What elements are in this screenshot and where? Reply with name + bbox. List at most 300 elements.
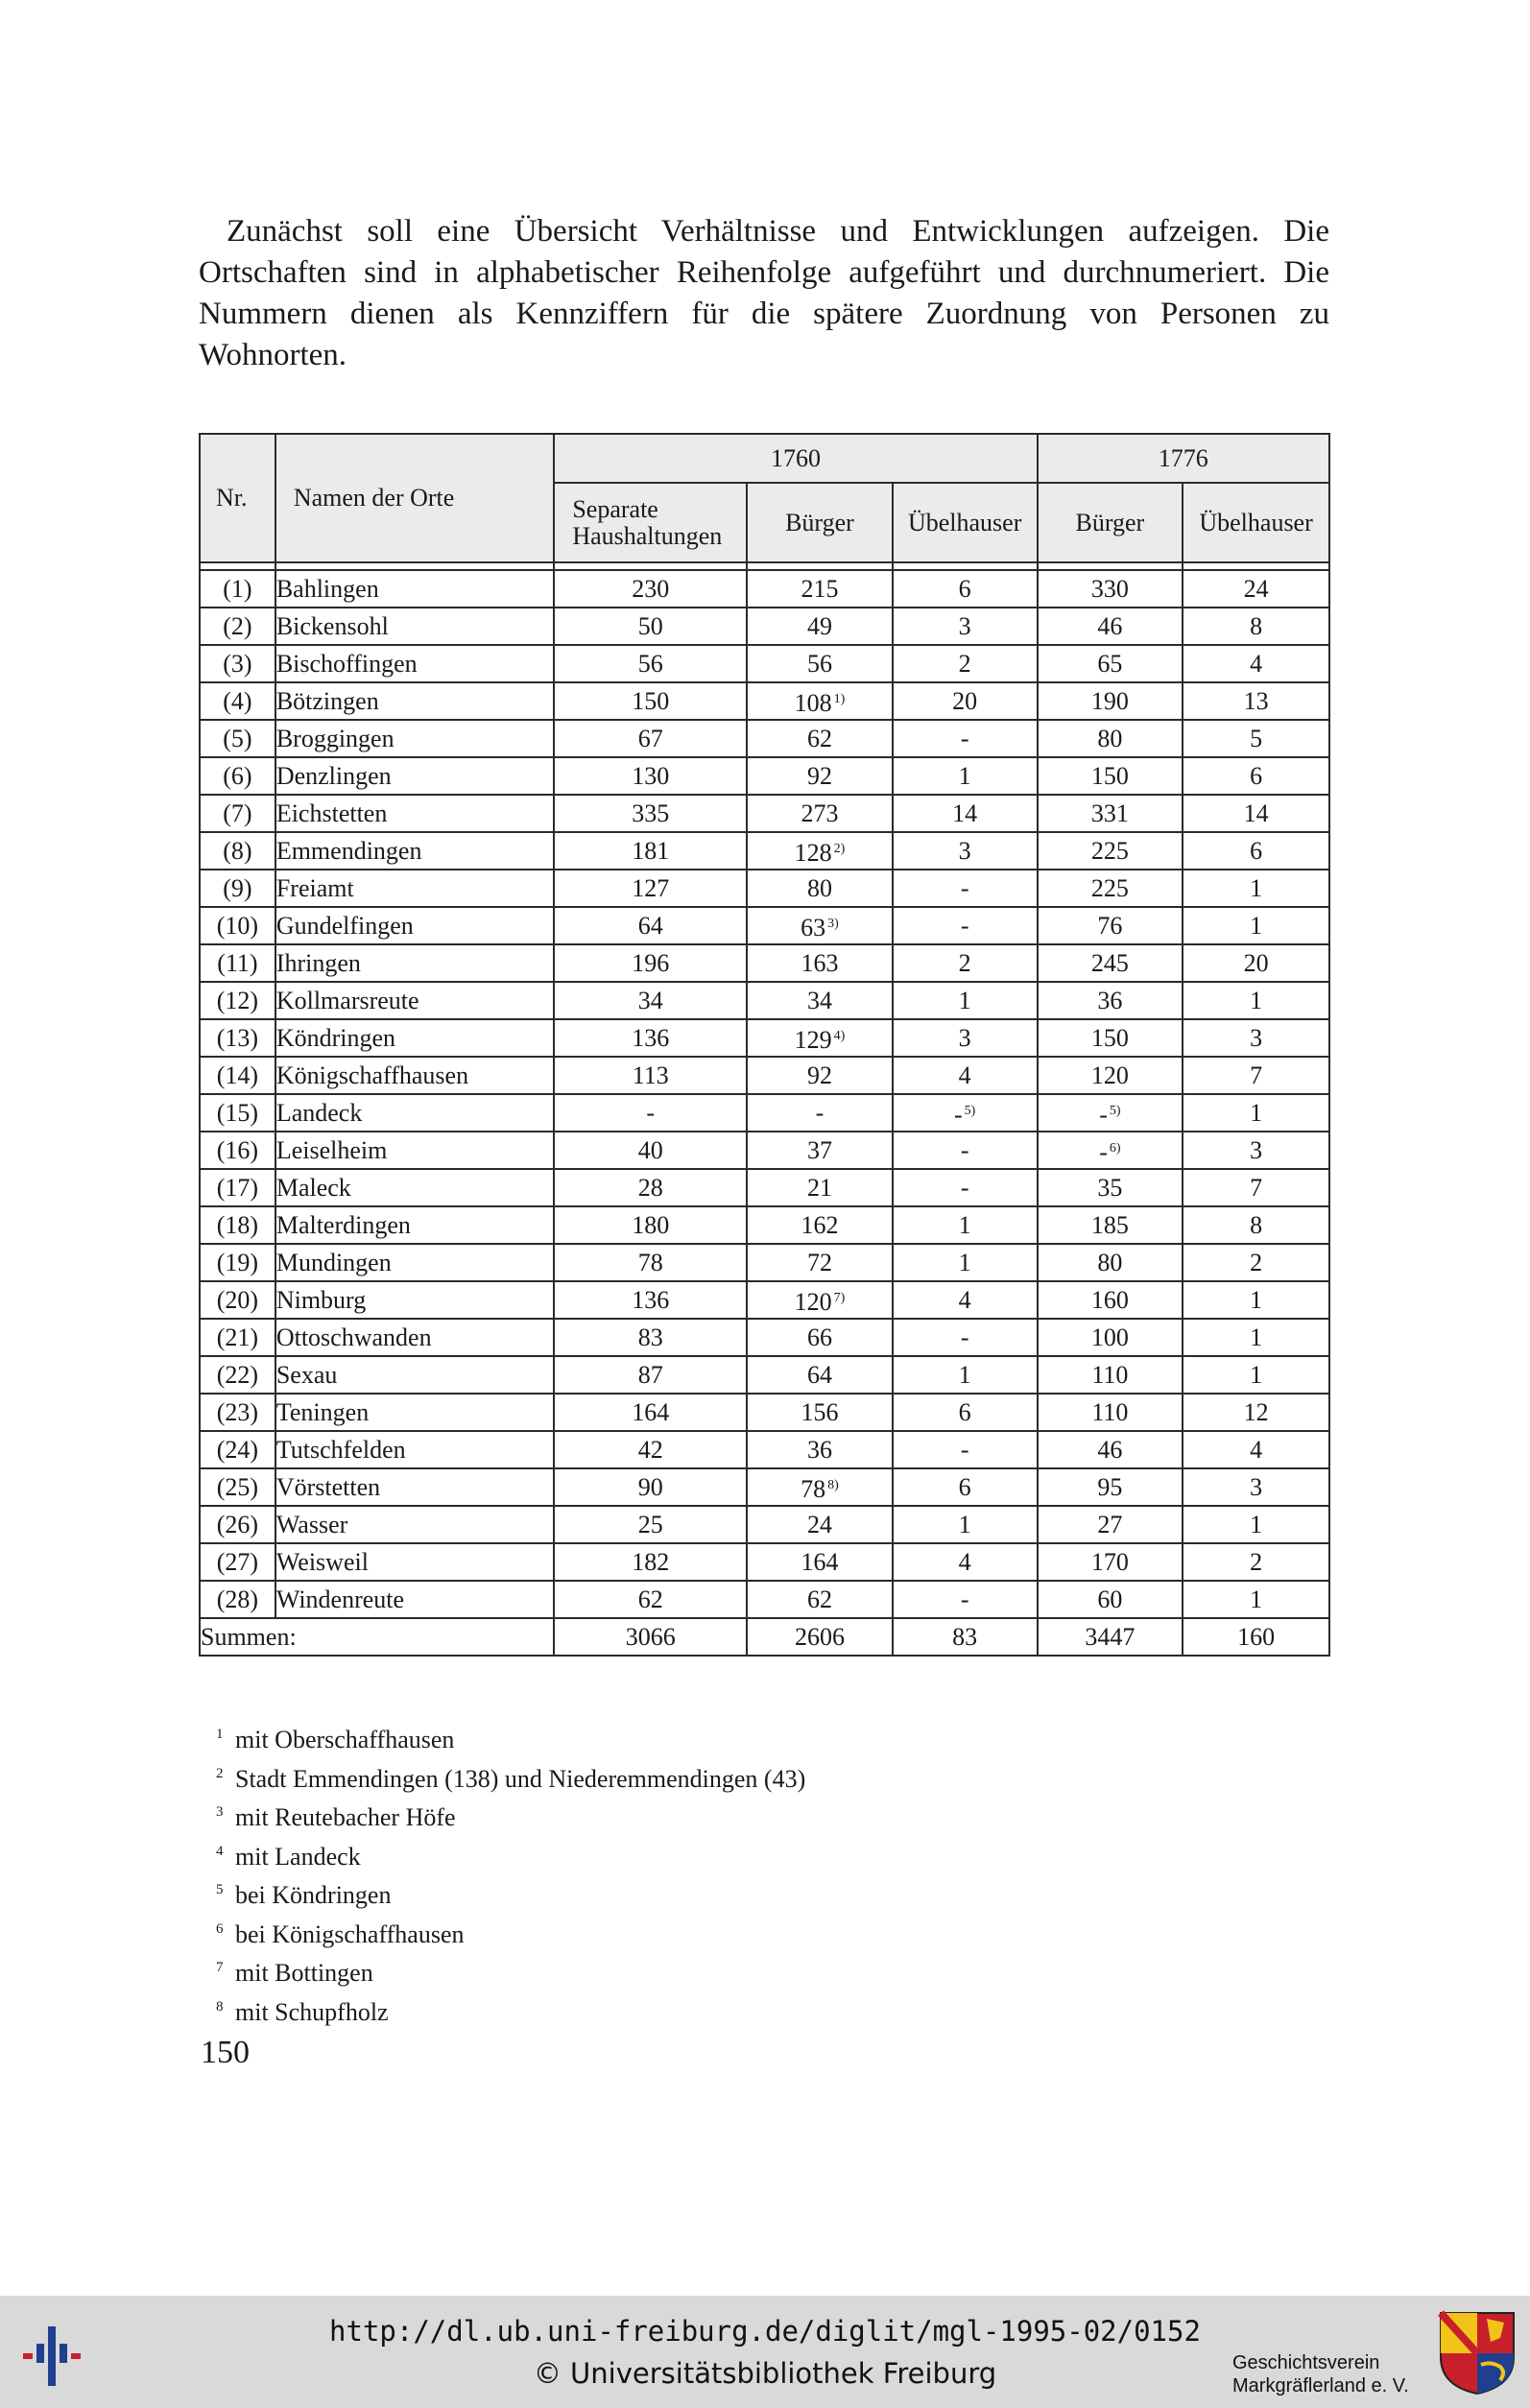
uebelhauser-1776-value-text: 1 <box>1250 1285 1263 1314</box>
coat-of-arms-icon <box>1437 2309 1518 2400</box>
buerger-1776-value-text: 60 <box>1097 1585 1123 1613</box>
buerger-1776-value-text: 80 <box>1097 1248 1123 1276</box>
separate-households-value <box>554 645 747 682</box>
footnote-number: 8 <box>216 1998 224 2015</box>
buerger-1776-value <box>1038 832 1183 870</box>
uebelhauser-1760-value-text: 6 <box>958 1472 971 1501</box>
place-name-text: Königschaffhausen <box>275 1061 469 1089</box>
table-row <box>200 682 1329 720</box>
uebelhauser-1760-value-text: 1 <box>958 1510 971 1538</box>
footnote-item <box>216 1718 805 1757</box>
uebelhauser-1760-value <box>893 907 1038 944</box>
uebelhauser-1760-value-text: - <box>960 1135 969 1164</box>
header-buerger-1760: Bürger <box>747 483 893 562</box>
place-name <box>275 1506 555 1543</box>
buerger-1760-value-text: 156 <box>801 1397 839 1426</box>
separate-households-value <box>554 870 747 907</box>
uebelhauser-1776-value-text: 3 <box>1250 1472 1263 1501</box>
source-url-link[interactable]: http://dl.ub.uni-freiburg.de/diglit/mgl-1995-02/0152 <box>329 2315 1201 2348</box>
footnote-item <box>216 1913 805 1952</box>
buerger-1760-value-text: 62 <box>806 1585 832 1613</box>
buerger-1760-value-text: 273 <box>801 799 839 827</box>
society-line-2: Markgräflerland e. V. <box>1232 2375 1409 2396</box>
buerger-1760-value <box>747 757 893 795</box>
buerger-1776-value-text: 190 <box>1090 686 1129 715</box>
separate-households-value <box>554 1057 747 1094</box>
place-name-text: Malterdingen <box>275 1210 411 1239</box>
footnote-marker: 5) <box>1109 1103 1121 1118</box>
uebelhauser-1776-value <box>1183 720 1329 757</box>
place-name <box>275 1581 555 1618</box>
table-row <box>200 1543 1329 1581</box>
separate-households-value <box>554 720 747 757</box>
row-number-text: (25) <box>216 1472 259 1501</box>
table-row <box>200 870 1329 907</box>
buerger-1760-value <box>747 1356 893 1394</box>
separate-households-value <box>554 570 747 608</box>
table-row <box>200 1281 1329 1319</box>
table-gap-row <box>200 562 1329 570</box>
row-number-text: (23) <box>216 1397 259 1426</box>
separate-households-value <box>554 1468 747 1506</box>
separate-households-value-text: 150 <box>632 686 670 715</box>
row-number-text: (7) <box>223 799 252 827</box>
uebelhauser-1776-value-text: 4 <box>1250 649 1263 678</box>
footnote-marker: 5) <box>964 1103 976 1118</box>
buerger-1760-value-text: 162 <box>801 1210 839 1239</box>
buerger-1776-value <box>1038 1281 1183 1319</box>
buerger-1760-value <box>747 907 893 944</box>
buerger-1760-value-text: 72 <box>806 1248 832 1276</box>
society-name <box>1232 2351 1409 2397</box>
buerger-1760-value <box>747 944 893 982</box>
uebelhauser-1760-value-text: 4 <box>958 1547 971 1576</box>
place-name <box>275 907 555 944</box>
uebelhauser-1776-value <box>1183 795 1329 832</box>
separate-households-value-text: 42 <box>637 1435 663 1464</box>
place-name <box>275 1543 555 1581</box>
place-name <box>275 682 555 720</box>
uebelhauser-1776-value-text: 20 <box>1243 948 1269 977</box>
uebelhauser-1760-value <box>893 682 1038 720</box>
uebelhauser-1776-value-text: 12 <box>1243 1397 1269 1426</box>
uebelhauser-1760-value-text: - <box>960 911 969 940</box>
separate-households-value-text: 40 <box>637 1135 663 1164</box>
uebelhauser-1760-value <box>893 982 1038 1019</box>
header-separate-households: Separate Haushaltungen <box>554 483 747 562</box>
header-uebelhauser-1760: Übelhauser <box>893 483 1038 562</box>
buerger-1760-value-text: 92 <box>806 1061 832 1089</box>
buerger-1776-value-text: 110 <box>1091 1360 1129 1389</box>
table-row <box>200 832 1329 870</box>
uebelhauser-1760-value <box>893 944 1038 982</box>
uebelhauser-1776-value-text: 4 <box>1250 1435 1263 1464</box>
row-number <box>200 1356 275 1394</box>
place-name-text: Denzlingen <box>275 761 392 790</box>
buerger-1776-value-text: 110 <box>1091 1397 1129 1426</box>
separate-households-value-text: 87 <box>637 1360 663 1389</box>
header-year-1760: 1760 <box>554 434 1037 483</box>
buerger-1776-value-text: 185 <box>1090 1210 1129 1239</box>
buerger-1776-value-text: 76 <box>1097 911 1123 940</box>
buerger-1760-value-text: 34 <box>806 986 832 1014</box>
uebelhauser-1760-value-text: - <box>960 724 969 752</box>
uebelhauser-1760-value <box>893 1468 1038 1506</box>
row-number-text: (22) <box>216 1360 259 1389</box>
buerger-1760-value <box>747 645 893 682</box>
buerger-1776-value <box>1038 944 1183 982</box>
place-name <box>275 870 555 907</box>
row-number <box>200 1169 275 1206</box>
buerger-1760-value <box>747 720 893 757</box>
uebelhauser-1760-value <box>893 1506 1038 1543</box>
table-row <box>200 645 1329 682</box>
row-number <box>200 1506 275 1543</box>
footnote-marker: 1) <box>833 691 846 706</box>
separate-households-value <box>554 1281 747 1319</box>
buerger-1776-value <box>1038 1169 1183 1206</box>
buerger-1776-value <box>1038 1431 1183 1468</box>
footnote-text: mit Oberschaffhausen <box>235 1726 455 1753</box>
place-name-text: Gundelfingen <box>275 911 414 940</box>
uebelhauser-1776-value <box>1183 1094 1329 1132</box>
buerger-1760-value <box>747 570 893 608</box>
buerger-1760-value <box>747 1132 893 1169</box>
buerger-1776-value-text: 225 <box>1090 836 1129 865</box>
buerger-1760-value-text: 128 <box>794 838 832 867</box>
table-row <box>200 720 1329 757</box>
separate-households-value-text: 90 <box>637 1472 663 1501</box>
buerger-1760-value-text: 215 <box>801 574 839 603</box>
footnote-marker: 6) <box>1109 1140 1121 1156</box>
buerger-1760-value-text: 92 <box>806 761 832 790</box>
uebelhauser-1776-value <box>1183 1356 1329 1394</box>
header-place-names: Namen der Orte <box>275 434 555 562</box>
place-name <box>275 570 555 608</box>
row-number <box>200 1394 275 1431</box>
separate-households-value <box>554 1543 747 1581</box>
buerger-1776-value <box>1038 1581 1183 1618</box>
separate-households-value <box>554 1506 747 1543</box>
uebelhauser-1776-value-text: 13 <box>1243 686 1269 715</box>
row-number-text: (18) <box>216 1210 259 1239</box>
separate-households-value <box>554 1431 747 1468</box>
table-row <box>200 1356 1329 1394</box>
table-row <box>200 1019 1329 1057</box>
footnote-text: mit Bottingen <box>235 1959 373 1987</box>
uebelhauser-1760-value <box>893 1356 1038 1394</box>
footnote-item <box>216 1951 805 1991</box>
uebelhauser-1760-value-text: 14 <box>952 799 978 827</box>
separate-households-value-text: - <box>646 1098 656 1127</box>
table-row <box>200 570 1329 608</box>
place-name <box>275 1169 555 1206</box>
place-name-text: Bahlingen <box>275 574 379 603</box>
uebelhauser-1776-value <box>1183 645 1329 682</box>
row-number <box>200 1019 275 1057</box>
separate-households-value <box>554 1094 747 1132</box>
place-name-text: Bischoffingen <box>275 649 418 678</box>
uebelhauser-1776-value-text: 8 <box>1250 611 1263 640</box>
buerger-1760-value-text: 108 <box>794 688 832 717</box>
buerger-1776-value <box>1038 1356 1183 1394</box>
separate-households-value <box>554 795 747 832</box>
separate-households-value-text: 67 <box>637 724 663 752</box>
place-name-text: Ottoschwanden <box>275 1323 432 1351</box>
buerger-1760-value <box>747 1057 893 1094</box>
footnote-marker: 3) <box>827 916 839 931</box>
table-row <box>200 944 1329 982</box>
row-number <box>200 608 275 645</box>
uebelhauser-1760-value-text: 1 <box>958 1210 971 1239</box>
footnote-marker: 2) <box>833 841 846 856</box>
uebelhauser-1760-value <box>893 795 1038 832</box>
buerger-1760-value <box>747 1506 893 1543</box>
buerger-1776-value <box>1038 1468 1183 1506</box>
uebelhauser-1776-value-text: 24 <box>1243 574 1269 603</box>
uebelhauser-1760-value <box>893 757 1038 795</box>
uebelhauser-1776-value <box>1183 944 1329 982</box>
row-number <box>200 1431 275 1468</box>
row-number-text: (13) <box>216 1023 259 1052</box>
buerger-1776-value-text: 80 <box>1097 724 1123 752</box>
table-row <box>200 1468 1329 1506</box>
buerger-1776-value-text: 160 <box>1090 1285 1129 1314</box>
separate-households-value <box>554 1319 747 1356</box>
uebelhauser-1760-value-text: 1 <box>958 986 971 1014</box>
uebelhauser-1776-value-text: 1 <box>1250 911 1263 940</box>
separate-households-value-text: 56 <box>637 649 663 678</box>
buerger-1760-value <box>747 1581 893 1618</box>
uebelhauser-1760-value <box>893 1019 1038 1057</box>
footnote-text: Stadt Emmendingen (138) und Niederemmendingen (43) <box>235 1764 806 1793</box>
separate-households-value-text: 127 <box>632 873 670 902</box>
uebelhauser-1776-value <box>1183 1206 1329 1244</box>
place-name-text: Köndringen <box>275 1023 396 1052</box>
buerger-1776-value-text: 100 <box>1090 1323 1129 1351</box>
place-name-text: Nimburg <box>275 1285 367 1314</box>
buerger-1760-value-text: 49 <box>806 611 832 640</box>
place-name-text: Windenreute <box>275 1585 405 1613</box>
buerger-1760-value-text: 64 <box>806 1360 832 1389</box>
buerger-1776-value <box>1038 1057 1183 1094</box>
row-number <box>200 982 275 1019</box>
uebelhauser-1760-value-text: 2 <box>958 649 971 678</box>
uebelhauser-1760-value <box>893 1319 1038 1356</box>
buerger-1760-value-text: 164 <box>801 1547 839 1576</box>
row-number <box>200 645 275 682</box>
uebelhauser-1760-value-text: - <box>960 1585 969 1613</box>
buerger-1760-value <box>747 795 893 832</box>
table-header <box>200 434 1329 562</box>
uebelhauser-1760-value <box>893 1543 1038 1581</box>
buerger-1760-value-text: 129 <box>794 1025 832 1054</box>
place-name <box>275 1057 555 1094</box>
uebelhauser-1776-value <box>1183 608 1329 645</box>
buerger-1776-value-text: 95 <box>1097 1472 1123 1501</box>
place-name-text: Broggingen <box>275 724 394 752</box>
buerger-1776-value <box>1038 757 1183 795</box>
row-number <box>200 1057 275 1094</box>
separate-households-value-text: 196 <box>632 948 670 977</box>
footnotes <box>216 1718 805 2029</box>
row-number <box>200 1244 275 1281</box>
separate-households-value <box>554 608 747 645</box>
footnote-number: 7 <box>216 1960 224 1975</box>
buerger-1776-value-text: - <box>1099 1137 1108 1166</box>
row-number-text: (14) <box>216 1061 259 1089</box>
row-number <box>200 832 275 870</box>
uebelhauser-1760-value <box>893 720 1038 757</box>
buerger-1760-value-text: 56 <box>806 649 832 678</box>
row-number-text: (16) <box>216 1135 259 1164</box>
uebelhauser-1760-value-text: 4 <box>958 1285 971 1314</box>
buerger-1776-value <box>1038 570 1183 608</box>
row-number-text: (28) <box>216 1585 259 1613</box>
separate-households-value-text: 182 <box>632 1547 670 1576</box>
uebelhauser-1776-value <box>1183 570 1329 608</box>
row-number <box>200 795 275 832</box>
footnote-marker: 8) <box>827 1477 839 1492</box>
place-name <box>275 1281 555 1319</box>
table-row <box>200 1319 1329 1356</box>
uebelhauser-1760-value <box>893 1057 1038 1094</box>
buerger-1760-value-text: - <box>815 1098 825 1127</box>
buerger-1760-value-text: 66 <box>806 1323 832 1351</box>
place-name-text: Eichstetten <box>275 799 388 827</box>
place-name-text: Wasser <box>275 1510 348 1538</box>
uebelhauser-1776-value-text: 1 <box>1250 1360 1263 1389</box>
uebelhauser-1760-value <box>893 645 1038 682</box>
uebelhauser-1776-value-text: 1 <box>1250 986 1263 1014</box>
uebelhauser-1760-value-text: 3 <box>958 836 971 865</box>
uebelhauser-1776-value <box>1183 907 1329 944</box>
buerger-1760-value <box>747 1281 893 1319</box>
table-row <box>200 982 1329 1019</box>
header-nr: Nr. <box>200 434 275 562</box>
row-number-text: (10) <box>216 911 259 940</box>
uebelhauser-1760-value <box>893 1581 1038 1618</box>
separate-households-value-text: 136 <box>632 1023 670 1052</box>
buerger-1760-value <box>747 1468 893 1506</box>
uebelhauser-1776-value-text: 5 <box>1250 724 1263 752</box>
separate-households-value-text: 164 <box>632 1397 670 1426</box>
separate-households-value-text: 78 <box>637 1248 663 1276</box>
buerger-1776-value <box>1038 1394 1183 1431</box>
row-number-text: (19) <box>216 1248 259 1276</box>
uebelhauser-1760-value-text: 20 <box>952 686 978 715</box>
separate-households-value-text: 28 <box>637 1173 663 1202</box>
buerger-1760-value-text: 37 <box>806 1135 832 1164</box>
buerger-1760-value <box>747 1394 893 1431</box>
buerger-1776-value <box>1038 1206 1183 1244</box>
place-name-text: Teningen <box>275 1397 370 1426</box>
uebelhauser-1776-value <box>1183 1543 1329 1581</box>
buerger-1760-value <box>747 682 893 720</box>
uebelhauser-1760-value <box>893 1431 1038 1468</box>
buerger-1776-value-text: 36 <box>1097 986 1123 1014</box>
separate-households-value-text: 34 <box>637 986 663 1014</box>
separate-households-value <box>554 1581 747 1618</box>
place-name-text: Ihringen <box>275 948 361 977</box>
place-name <box>275 608 555 645</box>
buerger-1776-value-text: 27 <box>1097 1510 1123 1538</box>
footnote-item <box>216 1991 805 2030</box>
row-number-text: (12) <box>216 986 259 1014</box>
buerger-1776-value-text: 150 <box>1090 1023 1129 1052</box>
table-row <box>200 1506 1329 1543</box>
footnote-marker: 4) <box>833 1028 846 1043</box>
separate-households-value-text: 180 <box>632 1210 670 1239</box>
buerger-1760-value <box>747 1019 893 1057</box>
footnote-marker: 7) <box>833 1290 846 1305</box>
row-number <box>200 1094 275 1132</box>
uebelhauser-1760-value <box>893 1132 1038 1169</box>
row-number-text: (2) <box>223 611 252 640</box>
total-buerger-1760: 2606 <box>747 1618 893 1656</box>
buerger-1776-value <box>1038 720 1183 757</box>
separate-households-value-text: 64 <box>637 911 663 940</box>
separate-households-value <box>554 832 747 870</box>
separate-households-value <box>554 1132 747 1169</box>
buerger-1776-value-text: 330 <box>1090 574 1129 603</box>
uebelhauser-1776-value-text: 2 <box>1250 1547 1263 1576</box>
uebelhauser-1760-value-text: 3 <box>958 1023 971 1052</box>
uebelhauser-1776-value <box>1183 1468 1329 1506</box>
buerger-1760-value-text: 24 <box>806 1510 832 1538</box>
uebelhauser-1776-value <box>1183 832 1329 870</box>
row-number <box>200 720 275 757</box>
place-name-text: Freiamt <box>275 873 354 902</box>
separate-households-value-text: 130 <box>632 761 670 790</box>
uebelhauser-1760-value <box>893 1169 1038 1206</box>
table-row <box>200 1431 1329 1468</box>
uebelhauser-1760-value <box>893 1394 1038 1431</box>
buerger-1776-value <box>1038 982 1183 1019</box>
place-name <box>275 1244 555 1281</box>
buerger-1760-value <box>747 1543 893 1581</box>
table-row <box>200 795 1329 832</box>
table-row <box>200 1394 1329 1431</box>
row-number-text: (1) <box>223 574 252 603</box>
place-name-text: Sexau <box>275 1360 338 1389</box>
uebelhauser-1760-value <box>893 1281 1038 1319</box>
separate-households-value <box>554 907 747 944</box>
buerger-1776-value-text: 150 <box>1090 761 1129 790</box>
place-name-text: Mundingen <box>275 1248 392 1276</box>
buerger-1776-value <box>1038 1506 1183 1543</box>
buerger-1776-value-text: 46 <box>1097 611 1123 640</box>
buerger-1776-value <box>1038 907 1183 944</box>
place-name <box>275 1394 555 1431</box>
separate-households-value-text: 136 <box>632 1285 670 1314</box>
separate-households-value-text: 335 <box>632 799 670 827</box>
totals-row <box>200 1618 1329 1656</box>
uebelhauser-1760-value-text: 4 <box>958 1061 971 1089</box>
row-number-text: (20) <box>216 1285 259 1314</box>
uebelhauser-1776-value <box>1183 757 1329 795</box>
buerger-1760-value <box>747 1094 893 1132</box>
row-number <box>200 1468 275 1506</box>
buerger-1760-value-text: 36 <box>806 1435 832 1464</box>
row-number <box>200 1132 275 1169</box>
uebelhauser-1776-value-text: 6 <box>1250 836 1263 865</box>
place-name <box>275 1468 555 1506</box>
place-name <box>275 944 555 982</box>
table-row <box>200 1581 1329 1618</box>
uebelhauser-1776-value-text: 3 <box>1250 1023 1263 1052</box>
buerger-1776-value-text: 331 <box>1090 799 1129 827</box>
